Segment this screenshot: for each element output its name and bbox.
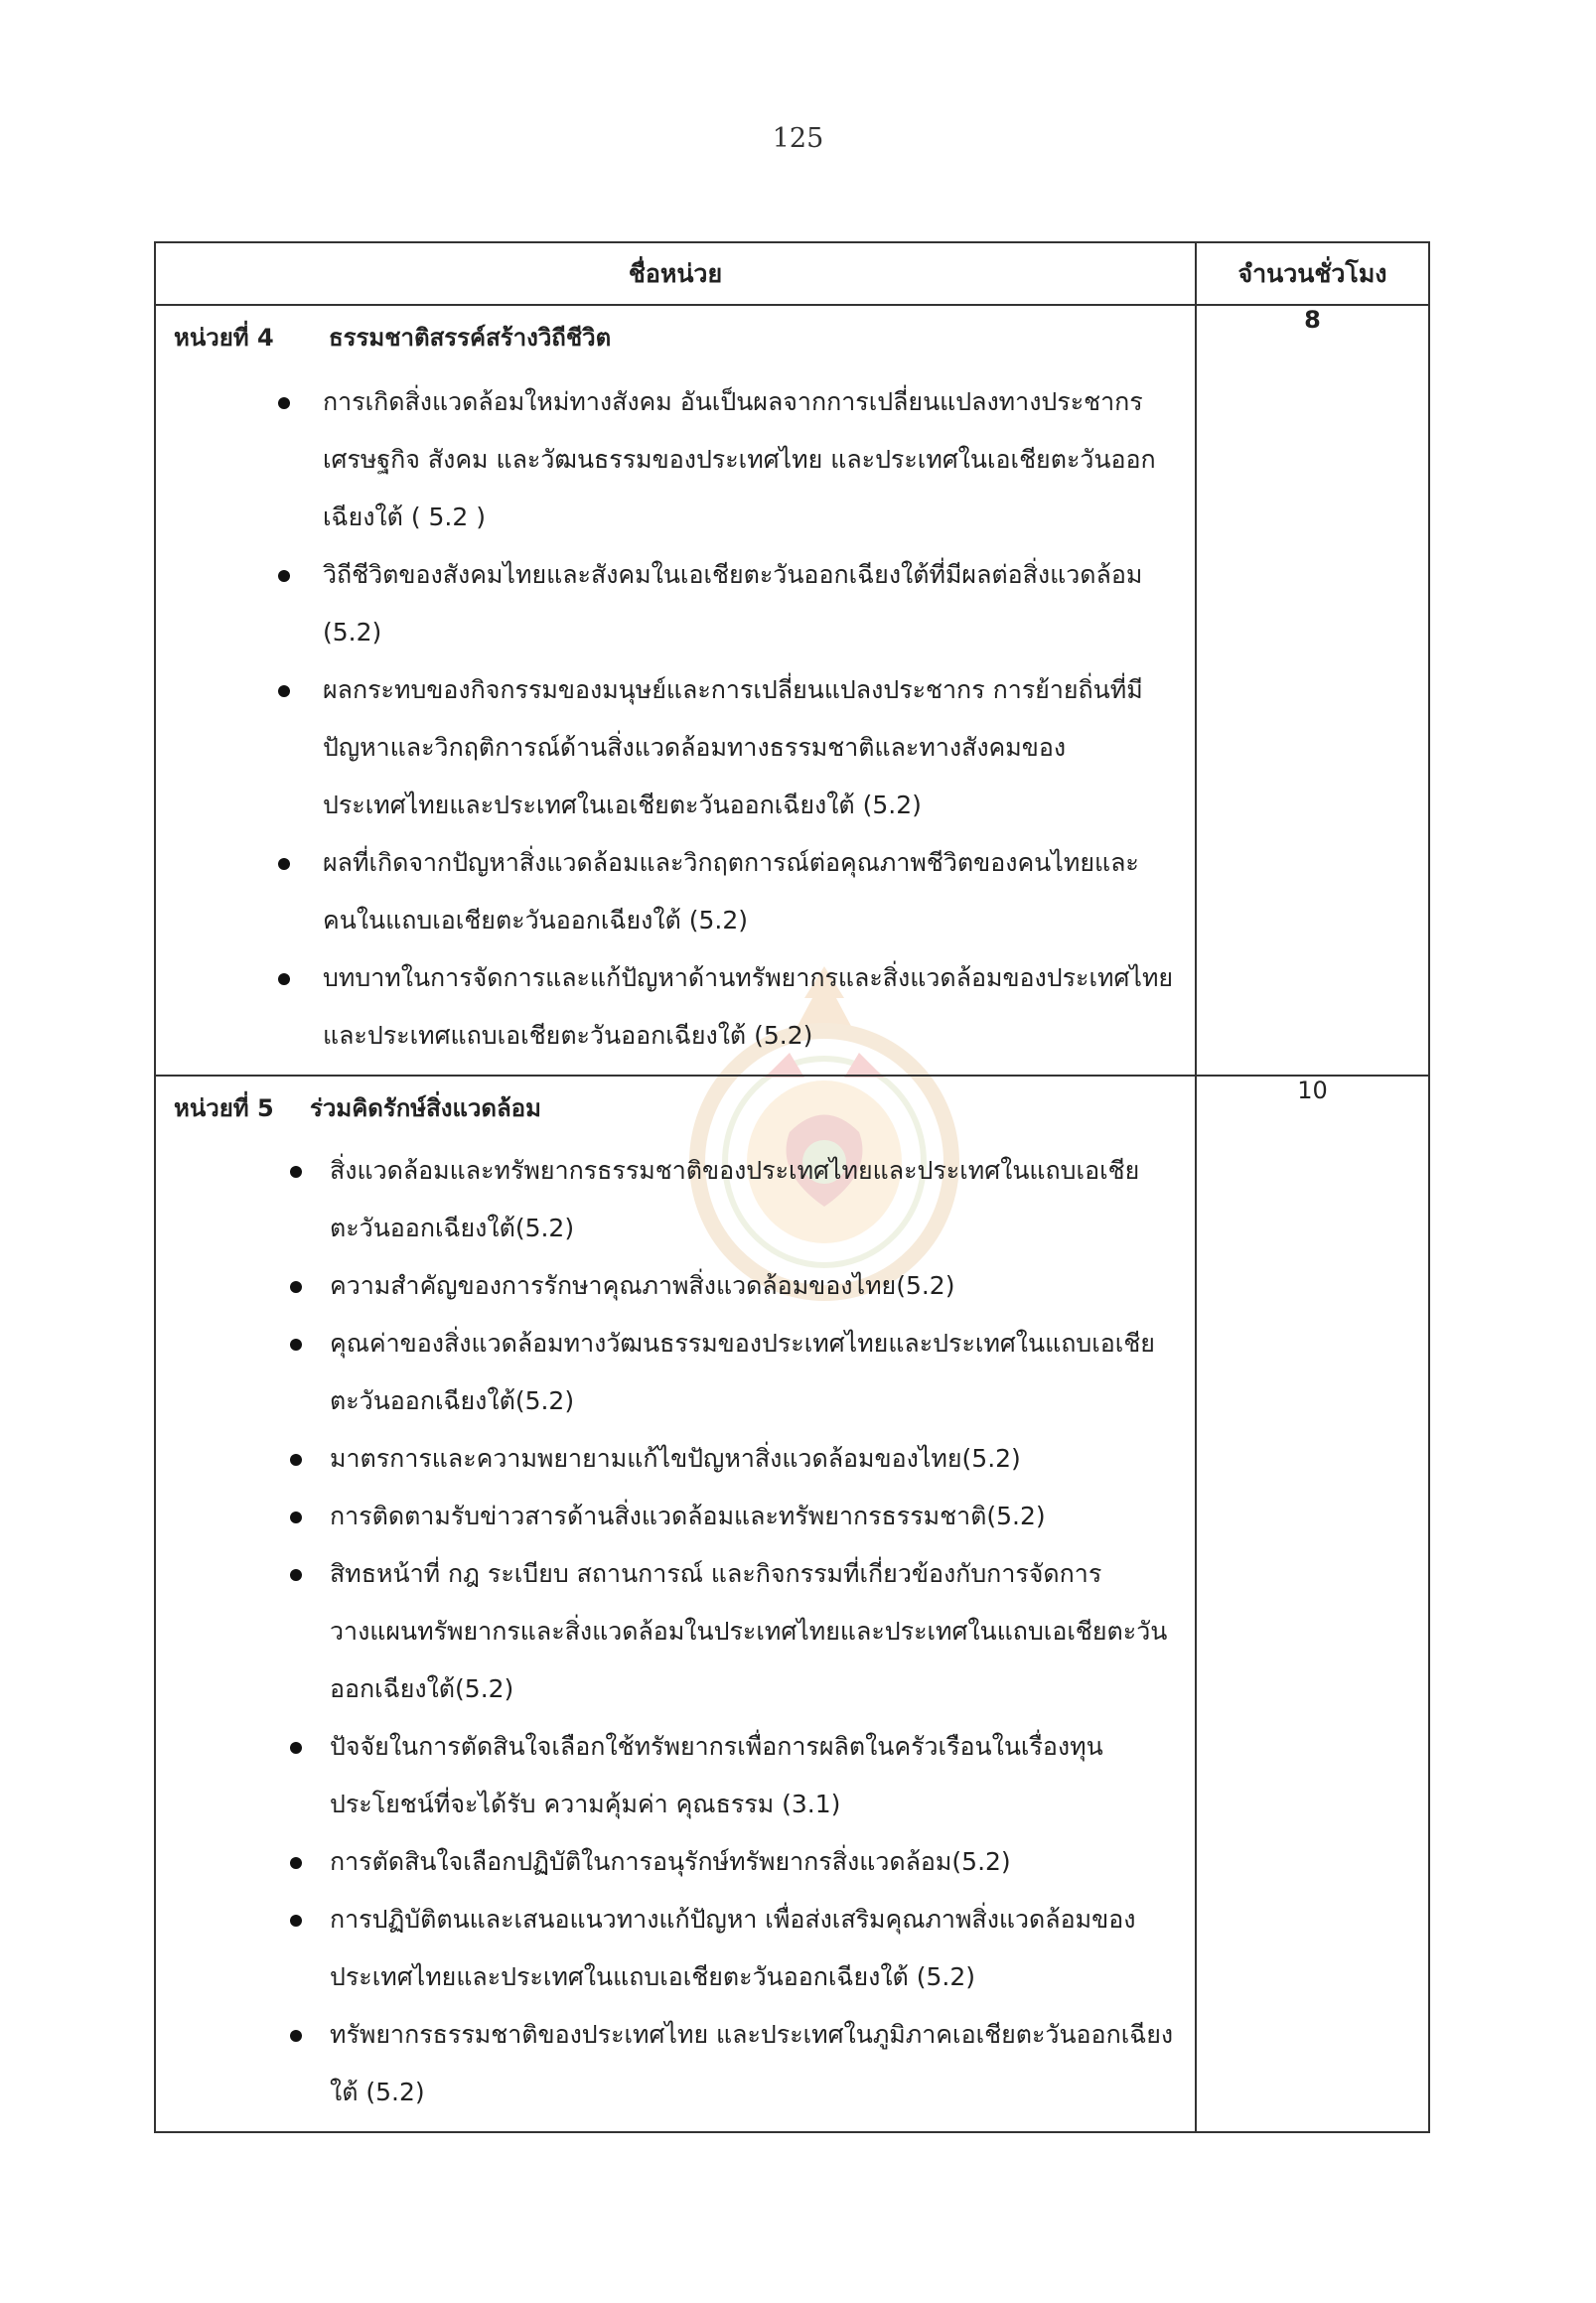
list-item: บทบาทในการจัดการและแก้ปัญหาด้านทรัพยากรและสิ่งแวดล้อมของประเทศไทยและประเทศแถบเอเชียตะวันออกเฉียงใต้ (5.2) xyxy=(156,949,1195,1065)
list-item: สิ่งแวดล้อมและทรัพยากรธรรมชาติของประเทศไทยและประเทศในแถบเอเชียตะวันออกเฉียงใต้(5.2) xyxy=(156,1142,1195,1257)
list-item: ทรัพยากรธรรมชาติของประเทศไทย และประเทศในภูมิภาคเอเชียตะวันออกเฉียงใต้ (5.2) xyxy=(156,2006,1195,2121)
unit-heading xyxy=(156,306,1195,352)
page-number: 125 xyxy=(772,123,824,154)
list-item: การเกิดสิ่งแวดล้อมใหม่ทางสังคม อันเป็นผลจากการเปลี่ยนแปลงทางประชากร เศรษฐกิจ สังคม และวัฒนธรรมของประเทศไทย และประเทศในเอเชียตะวันออกเฉียงใต้ ( 5.2 ) xyxy=(156,373,1195,546)
list-item: ผลกระทบของกิจกรรมของมนุษย์และการเปลี่ยนแปลงประชากร การย้ายถิ่นที่มีปัญหาและวิกฤติการณ์ด้านสิ่งแวดล้อมทางธรรมชาติและทางสังคมของประเทศไทยและประเทศในเอเชียตะวันออกเฉียงใต้ (5.2) xyxy=(156,661,1195,834)
unit-topics-list xyxy=(156,1142,1195,2121)
list-item: สิทธหน้าที่ กฎ ระเบียบ สถานการณ์ และกิจกรรมที่เกี่ยวข้องกับการจัดการวางแผนทรัพยากรและสิ่งแวดล้อมในประเทศไทยและประเทศในแถบเอเชียตะวันออกเฉียงใต้(5.2) xyxy=(156,1545,1195,1718)
unit-content-cell xyxy=(155,1076,1196,2132)
table-header-row xyxy=(155,242,1429,305)
units-table xyxy=(154,241,1430,2133)
unit-topics-list xyxy=(156,373,1195,1065)
unit-hours: 10 xyxy=(1196,1076,1429,2132)
hours-header: จำนวนชั่วโมง xyxy=(1196,242,1429,305)
unit-row-4 xyxy=(155,305,1429,1076)
list-item: การตัดสินใจเลือกปฏิบัติในการอนุรักษ์ทรัพยากรสิ่งแวดล้อม(5.2) xyxy=(156,1833,1195,1891)
unit-title: ธรรมชาติสรรค์สร้างวิถีชีวิต xyxy=(329,324,612,352)
list-item: คุณค่าของสิ่งแวดล้อมทางวัฒนธรรมของประเทศไทยและประเทศในแถบเอเชียตะวันออกเฉียงใต้(5.2) xyxy=(156,1315,1195,1430)
list-item: วิถีชีวิตของสังคมไทยและสังคมในเอเชียตะวันออกเฉียงใต้ที่มีผลต่อสิ่งแวดล้อม (5.2) xyxy=(156,546,1195,661)
list-item: การปฏิบัติตนและเสนอแนวทางแก้ปัญหา เพื่อส่งเสริมคุณภาพสิ่งแวดล้อมของประเทศไทยและประเทศในแถบเอเชียตะวันออกเฉียงใต้ (5.2) xyxy=(156,1891,1195,2006)
unit-label: หน่วยที่ 4 xyxy=(174,324,274,352)
unit-heading xyxy=(156,1077,1195,1122)
unit-hours: 8 xyxy=(1196,305,1429,1076)
list-item: การติดตามรับข่าวสารด้านสิ่งแวดล้อมและทรัพยากรธรรมชาติ(5.2) xyxy=(156,1488,1195,1545)
unit-name-header: ชื่อหน่วย xyxy=(155,242,1196,305)
list-item: ปัจจัยในการตัดสินใจเลือกใช้ทรัพยากรเพื่อการผลิตในครัวเรือนในเรื่องทุน ประโยชน์ที่จะได้รับ ความคุ้มค่า คุณธรรม (3.1) xyxy=(156,1718,1195,1833)
list-item: มาตรการและความพยายามแก้ไขปัญหาสิ่งแวดล้อมของไทย(5.2) xyxy=(156,1430,1195,1488)
list-item: ความสำคัญของการรักษาคุณภาพสิ่งแวดล้อมของไทย(5.2) xyxy=(156,1257,1195,1315)
unit-title: ร่วมคิดรักษ์สิ่งแวดล้อม xyxy=(310,1094,541,1122)
list-item: ผลที่เกิดจากปัญหาสิ่งแวดล้อมและวิกฤตการณ์ต่อคุณภาพชีวิตของคนไทยและคนในแถบเอเชียตะวันออกเฉียงใต้ (5.2) xyxy=(156,834,1195,949)
unit-content-cell xyxy=(155,305,1196,1076)
unit-label: หน่วยที่ 5 xyxy=(174,1094,274,1122)
unit-row-5 xyxy=(155,1076,1429,2132)
